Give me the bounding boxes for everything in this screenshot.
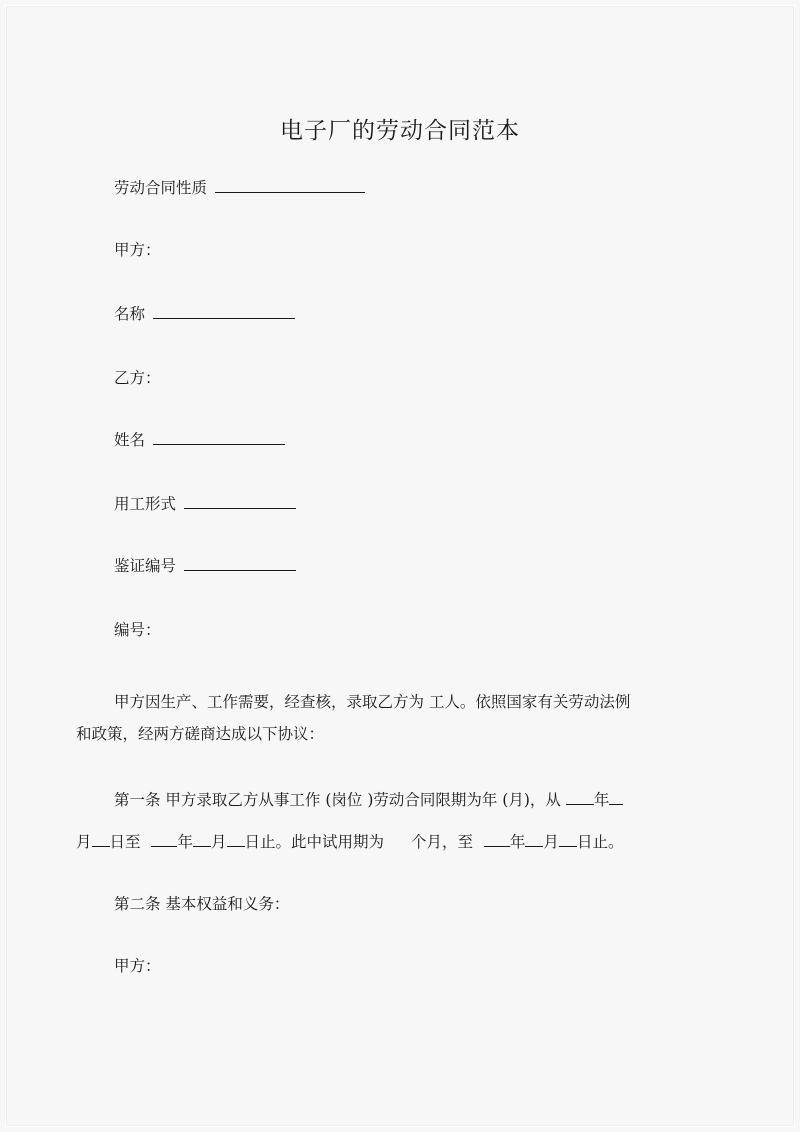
- label-year: 年: [593, 791, 610, 809]
- field-number: 编号：: [114, 621, 161, 639]
- blank-probation-year: [484, 832, 510, 847]
- blank-name: [153, 304, 295, 319]
- field-party-a: 甲方：: [114, 241, 161, 259]
- blank-full-name: [153, 430, 285, 445]
- label-day-to: 日至: [109, 833, 141, 851]
- label-probation-end: 日止。: [576, 833, 624, 851]
- label-month: 月: [76, 833, 92, 851]
- label-probation-year: 年: [509, 833, 526, 851]
- field-party-b: 乙方：: [114, 369, 161, 387]
- field-full-name: [114, 430, 285, 450]
- blank-employment-form: [184, 494, 296, 509]
- document-title: 电子厂的劳动合同范本: [280, 118, 520, 144]
- blank-end-month: [193, 832, 211, 847]
- field-certification-no: [114, 556, 296, 576]
- intro-line-2: 和政策，经两方磋商达成以下协议：: [76, 725, 325, 743]
- field-label-certification-no: 鉴证编号: [114, 557, 177, 575]
- field-label-full-name: 姓名: [114, 431, 146, 449]
- document-page: [5, 5, 795, 1127]
- intro-line-1: 甲方因生产、工作需要，经查核，录取乙方为 工人。依照国家有关劳动法例: [114, 693, 631, 711]
- article-1-line-1: [114, 790, 623, 810]
- article-1-text: 第一条 甲方录取乙方从事工作 (岗位 )劳动合同限期为年 (月)，从: [114, 791, 561, 809]
- label-end-month: 月: [210, 833, 227, 851]
- blank-certification-no: [184, 556, 296, 571]
- blank-contract-nature: [215, 178, 365, 193]
- field-label-contract-nature: 劳动合同性质: [114, 179, 208, 197]
- blank-start-month: [609, 790, 623, 805]
- label-probation-month: 个月，至: [410, 833, 473, 851]
- label-end-year: 年: [177, 833, 193, 851]
- label-day-end: 日止。此中试用期为: [244, 833, 385, 851]
- field-label-name: 名称: [114, 305, 146, 323]
- field-contract-nature: [114, 178, 365, 198]
- article-2-heading: 第二条 基本权益和义务：: [114, 895, 290, 913]
- label-probation-end-month: 月: [543, 833, 559, 851]
- field-employment-form: [114, 494, 296, 514]
- field-name: [114, 304, 295, 324]
- blank-probation-day: [559, 832, 577, 847]
- field-label-employment-form: 用工形式: [114, 495, 177, 513]
- blank-start-day: [92, 832, 110, 847]
- party-a-again: 甲方：: [114, 957, 161, 975]
- blank-start-year: [566, 790, 594, 805]
- blank-end-year: [151, 832, 177, 847]
- blank-probation-month: [525, 832, 543, 847]
- article-1-line-2: [76, 832, 623, 852]
- blank-end-day: [227, 832, 245, 847]
